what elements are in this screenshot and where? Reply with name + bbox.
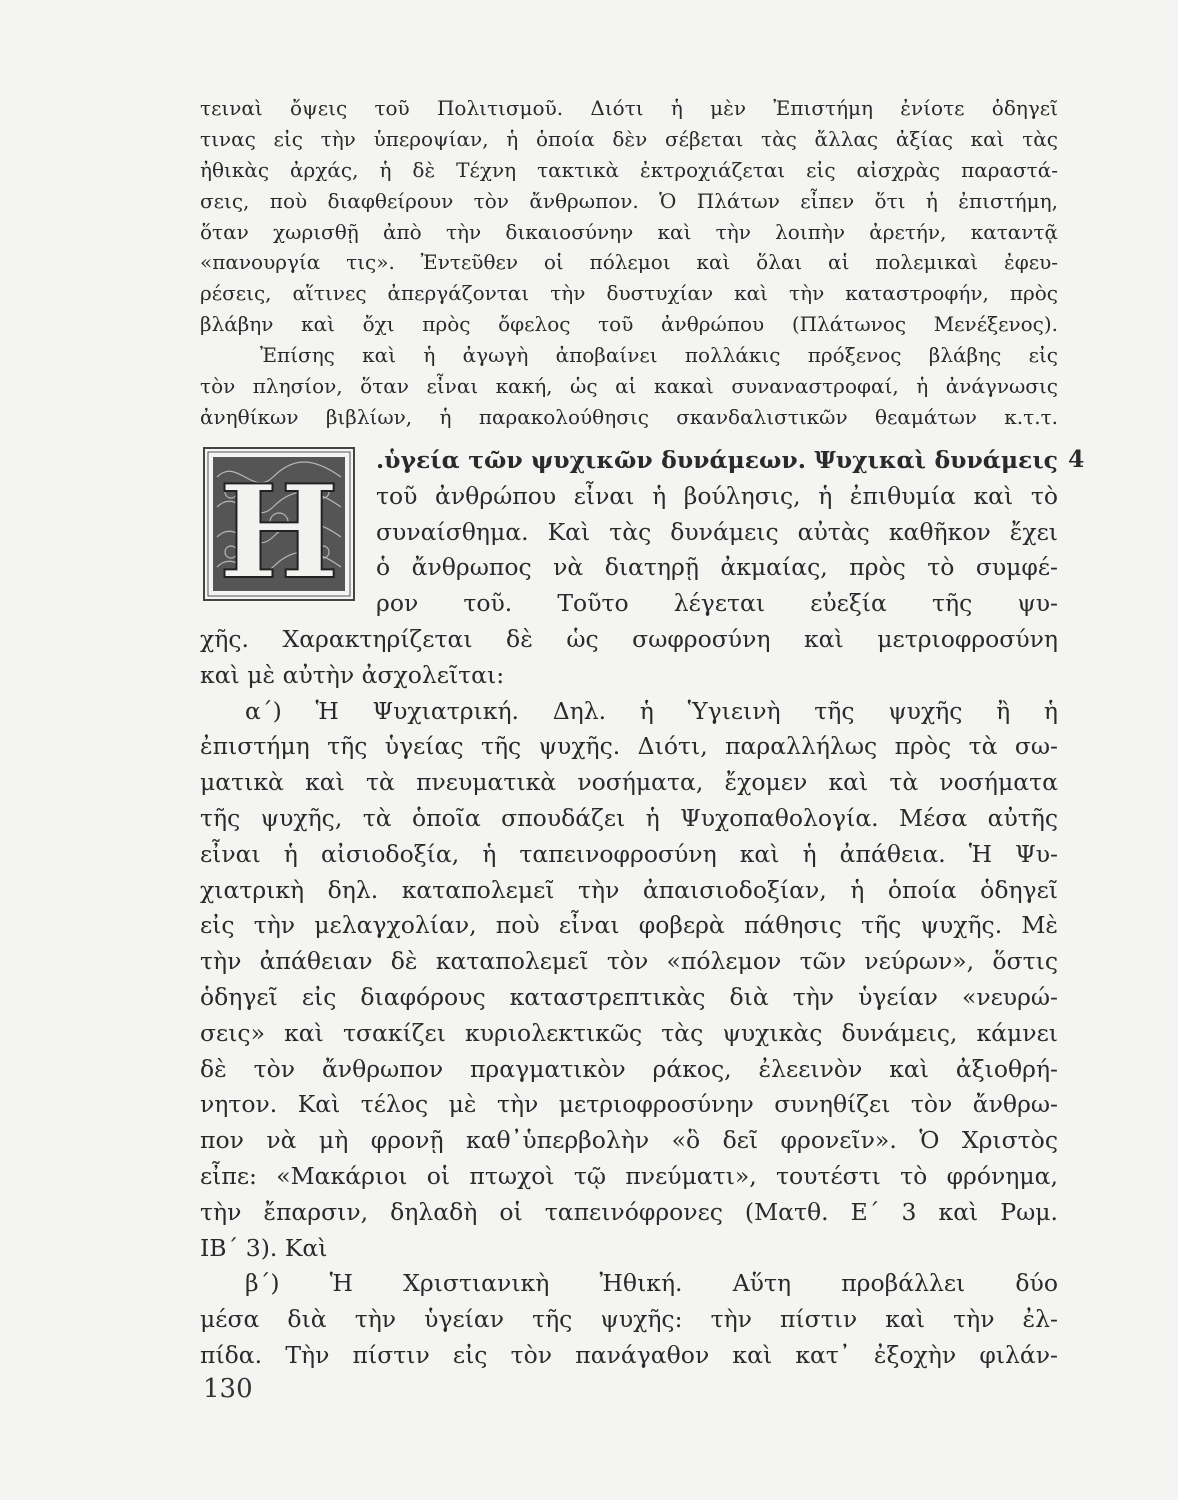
text-line: δὲ τὸν ἄνθρωπον πραγματικὸν ράκος, ἐλεεινὸν καὶ ἀξιοθρή- <box>200 1054 1058 1083</box>
text-line: ὁδηγεῖ εἰς διαφόρους καταστρεπτικὰς διὰ τὴν ὑγείαν «νευρώ- <box>200 982 1058 1011</box>
text-line: τὸν πλησίον, ὅταν εἶναι κακή, ὡς αἱ κακαὶ συναναστροφαί, ἡ ἀνάγνωσις <box>200 374 1058 399</box>
text-line: τῆς ψυχῆς, τὰ ὁποῖα σπουδάζει ἡ Ψυχοπαθολογία. Μέσα αὐτῆς <box>200 803 1058 832</box>
text-line: Ἐπίσης καὶ ἡ ἀγωγὴ ἀποβαίνει πολλάκις πρόξενος βλάβης εἰς <box>260 343 1058 368</box>
text-line: τοῦ ἀνθρώπου εἶναι ἡ βούλησις, ἡ ἐπιθυμία καὶ τὸ <box>376 481 1058 510</box>
text-line: τὴν ἔπαρσιν, δηλαδὴ οἱ ταπεινόφρονες (Ματθ. Ε΄ 3 καὶ Ρωμ. <box>200 1197 1058 1226</box>
text-line: νητον. Καὶ τέλος μὲ τὴν μετριοφροσύνην συνηθίζει τὸν ἄνθρω- <box>200 1090 1058 1119</box>
text-line: συναίσθημα. Καὶ τὰς δυνάμεις αὐτὰς καθῆκον ἔχει <box>376 517 1058 546</box>
page-number: 130 <box>203 1374 253 1404</box>
text-line: ὁ ἄνθρωπος νὰ διατηρῇ ἀκμαίας, πρὸς τὸ συμφέ- <box>376 553 1058 582</box>
section-body <box>200 443 1058 1374</box>
top-paragraph <box>200 93 1058 433</box>
text-line: ρον τοῦ. Τοῦτο λέγεται εὐεξία τῆς ψυ- <box>376 589 1058 618</box>
text-line: ΙΒ΄ 3). Καὶ <box>200 1233 328 1262</box>
text-line: ἀνηθίκων βιβλίων, ἡ παρακολούθησις σκανδαλιστικῶν θεαμάτων κ.τ.τ. <box>200 404 1058 429</box>
text-line: καὶ μὲ αὐτὴν ἀσχολεῖται: <box>200 660 505 689</box>
text-line: .ὑγεία τῶν ψυχικῶν δυνάμεων. Ψυχικαὶ δυνάμεις <box>376 446 1058 474</box>
text-line: ἐπιστήμη τῆς ὑγείας τῆς ψυχῆς. Διότι, παραλλήλως πρὸς τὰ σω- <box>200 732 1058 761</box>
text-line: τὴν ἀπάθειαν δὲ καταπολεμεῖ τὸν «πόλεμον τῶν νεύρων», ὅστις <box>200 947 1058 976</box>
text-line: εἰς τὴν μελαγχολίαν, ποὺ εἶναι φοβερὰ πάθησις τῆς ψυχῆς. Μὲ <box>200 911 1058 940</box>
text-line: ματικὰ καὶ τὰ πνευματικὰ νοσήματα, ἔχομεν καὶ τὰ νοσήματα <box>200 768 1058 797</box>
text-line: «πανουργία τις». Ἐντεῦθεν οἱ πόλεμοι καὶ ὅλαι αἱ πολεμικαὶ ἐφευ- <box>200 250 1058 275</box>
text-line: σεις, ποὺ διαφθείρουν τὸν ἄνθρωπον. Ὁ Πλάτων εἶπεν ὅτι ἡ ἐπιστήμη, <box>200 188 1058 213</box>
text-line: βλάβην καὶ ὄχι πρὸς ὄφελος τοῦ ἀνθρώπου (Πλάτωνος Μενέξενος). <box>200 312 1058 337</box>
text-line: πον νὰ μὴ φρονῇ καθ᾽ὑπερβολὴν «ὃ δεῖ φρονεῖν». Ὁ Χριστὸς <box>200 1126 1058 1155</box>
text-line: σεις» καὶ τσακίζει κυριολεκτικῶς τὰς ψυχικὰς δυνάμεις, κάμνει <box>200 1018 1058 1047</box>
dropcap-letter: Η <box>218 458 340 607</box>
text-line: β΄) Ἡ Χριστιανικὴ Ἠθική. Αὕτη προβάλλει δύο <box>245 1269 1058 1298</box>
text-line: πίδα. Τὴν πίστιν εἰς τὸν πανάγαθον καὶ κατ᾽ ἐξοχὴν φιλάν- <box>200 1340 1058 1369</box>
text-line: εἶπε: «Μακάριοι οἱ πτωχοὶ τῷ πνεύματι», τουτέστι τὸ φρόνημα, <box>200 1161 1058 1190</box>
section-number: 4 <box>1068 445 1085 473</box>
text-line: τειναὶ ὄψεις τοῦ Πολιτισμοῦ. Διότι ἡ μὲν Ἐπιστήμη ἐνίοτε ὁδηγεῖ <box>200 96 1058 120</box>
text-line: χιατρικὴ δηλ. καταπολεμεῖ τὴν ἀπαισιοδοξίαν, ἡ ὁποία ὁδηγεῖ <box>200 875 1058 904</box>
text-line: εἶναι ἡ αἰσιοδοξία, ἡ ταπεινοφροσύνη καὶ ἡ ἀπάθεια. Ἡ Ψυ- <box>200 839 1058 868</box>
text-line: ἠθικὰς ἀρχάς, ἡ δὲ Τέχνη τακτικὰ ἐκτροχιάζεται εἰς αἰσχρὰς παραστά- <box>200 157 1058 182</box>
text-line: τινας εἰς τὴν ὑπεροψίαν, ἡ ὁποία δὲν σέβεται τὰς ἄλλας ἀξίας καὶ τὰς <box>200 126 1058 151</box>
text-line: α΄) Ἡ Ψυχιατρική. Δηλ. ἡ Ὑγιεινὴ τῆς ψυχῆς ἢ ἡ <box>245 696 1058 725</box>
text-line: μέσα διὰ τὴν ὑγείαν τῆς ψυχῆς: τὴν πίστιν καὶ τὴν ἐλ- <box>200 1305 1058 1334</box>
text-line: ρέσεις, αἵτινες ἀπεργάζονται τὴν δυστυχίαν καὶ τὴν καταστροφήν, πρὸς <box>200 281 1058 306</box>
text-line: χῆς. Χαρακτηρίζεται δὲ ὡς σωφροσύνη καὶ μετριοφροσύνη <box>200 624 1058 653</box>
text-line: ὅταν χωρισθῇ ἀπὸ τὴν δικαιοσύνην καὶ τὴν λοιπὴν ἀρετήν, καταντᾷ <box>200 219 1058 244</box>
